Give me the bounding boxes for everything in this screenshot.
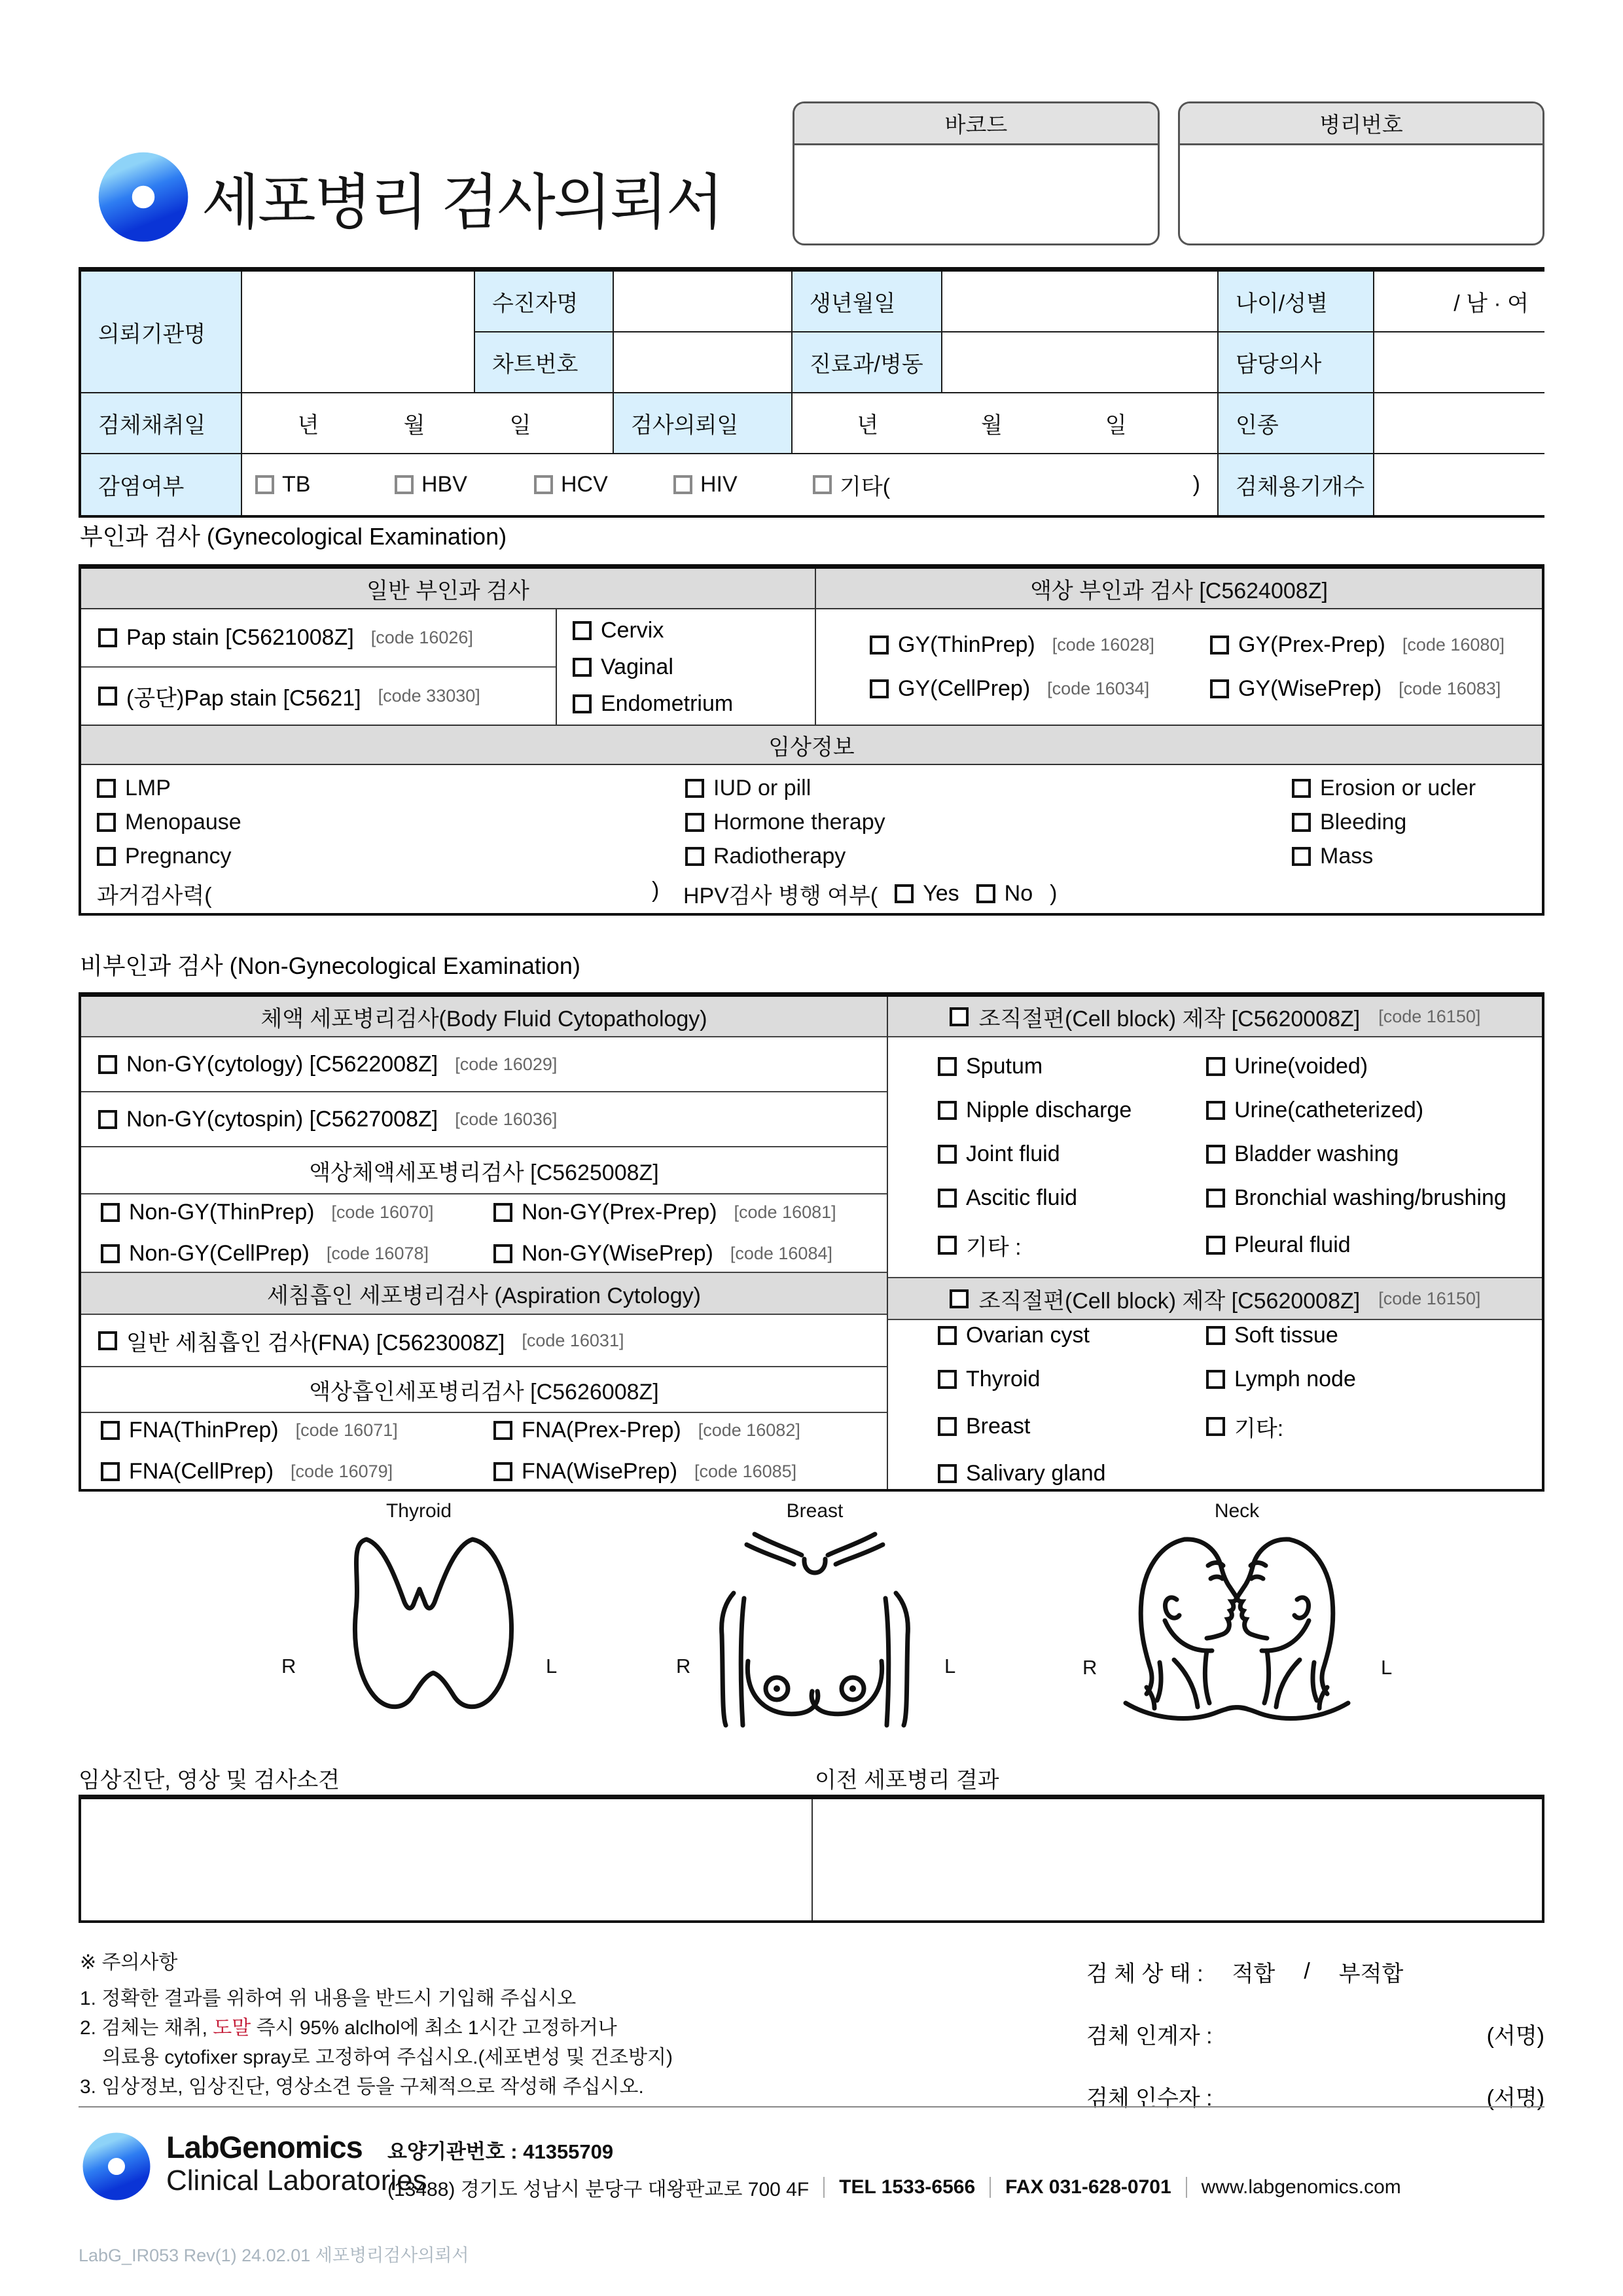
infection-option-hiv[interactable]: HIV (673, 472, 813, 497)
radiotherapy-item[interactable]: Radiotherapy (685, 844, 846, 869)
fna-cellprep-checkbox[interactable] (101, 1462, 120, 1481)
label-collection-date: 검체채취일 (81, 393, 242, 454)
ovarian-cyst-item[interactable]: Ovarian cyst (938, 1323, 1206, 1348)
thyroid-item[interactable]: Thyroid (938, 1367, 1206, 1392)
bleeding-item[interactable]: Bleeding (1292, 810, 1406, 835)
cellblock-checkbox-2[interactable] (950, 1289, 969, 1308)
footer-contact-line (387, 2173, 1401, 2202)
fna-wiseprep-checkbox[interactable] (493, 1462, 512, 1481)
fna-prexprep-checkbox[interactable] (493, 1421, 512, 1440)
gyn-exam-table (79, 564, 1544, 916)
collection-date-field[interactable] (242, 393, 614, 454)
barcode-box (793, 101, 1160, 245)
fna-prexprep-item[interactable]: FNA(Prex-Prep) [code 16082] (493, 1418, 887, 1443)
label-infection: 감염여부 (81, 454, 242, 515)
brand-name: LabGenomics (166, 2130, 363, 2164)
thyroid-checkbox[interactable] (938, 1370, 957, 1389)
nongyn-left-column (81, 997, 888, 1489)
receiver-label: 검체 인수자 : (1086, 2086, 1213, 2111)
history-close: ) (652, 878, 660, 903)
container-count-field[interactable] (1374, 454, 1544, 515)
fna-checkbox[interactable] (98, 1331, 117, 1350)
nongy-cytospin-checkbox[interactable] (98, 1110, 117, 1129)
brand-subtitle: Clinical Laboratories (166, 2164, 427, 2197)
liquid-gyn-body (816, 609, 1542, 725)
urine-voided-checkbox[interactable] (1206, 1057, 1225, 1076)
race-field[interactable] (1374, 393, 1544, 454)
sputum-checkbox[interactable] (938, 1057, 957, 1076)
hpv-close: ) (1050, 881, 1058, 906)
gongdan-pap-stain-item[interactable]: (공단)Pap stain [C5621] [code 33030] (81, 666, 556, 725)
status-ok[interactable]: 적합 (1232, 1962, 1275, 1986)
site-cervix-item[interactable]: Cervix (573, 618, 816, 643)
patient-name-field[interactable] (614, 272, 793, 332)
thyroid-left-label: L (546, 1655, 558, 1677)
iud-item[interactable]: IUD or pill (685, 776, 811, 801)
clinical-findings-area[interactable] (81, 1799, 813, 1920)
unit-month: 월 (403, 413, 425, 438)
erosion-checkbox[interactable] (1292, 779, 1311, 798)
label-doctor: 담당의사 (1219, 332, 1374, 393)
urine-voided-item[interactable]: Urine(voided) (1206, 1054, 1542, 1079)
gy-cellprep-item[interactable]: GY(CellPrep) [code 16034] (870, 676, 1210, 702)
chart-no-field[interactable] (614, 332, 793, 393)
lymph-node-checkbox[interactable] (1206, 1370, 1225, 1389)
pap-stain-item[interactable]: Pap stain [C5621008Z] [code 16026] (81, 609, 556, 666)
caution-line-4: 3. 임상정보, 임상진단, 영상소견 등을 구체적으로 작성해 주십시오. (80, 2076, 644, 2098)
site-endometrium-item[interactable]: Endometrium (573, 691, 816, 717)
footer-tel: TEL 1533-6566 (839, 2176, 976, 2198)
patient-info-table (79, 267, 1544, 518)
thyroid-illustration[interactable] (275, 1525, 563, 1728)
hpv-no-item[interactable]: No (976, 881, 1033, 906)
breast-left-label: L (944, 1655, 956, 1677)
salivary-gland-item[interactable]: Salivary gland (938, 1461, 1206, 1486)
etc-close-paren: ) (1192, 472, 1200, 497)
unit-year: 년 (857, 413, 879, 438)
clinical-info-body (81, 765, 1542, 913)
hcv-checkbox[interactable] (534, 475, 553, 494)
gyn-section-title: 부인과 검사 (Gynecological Examination) (80, 523, 507, 550)
infection-option-tb[interactable]: TB (255, 472, 395, 497)
infection-option-etc[interactable]: 기타( (813, 469, 890, 501)
vaginal-checkbox[interactable] (573, 658, 592, 677)
hpv-row (683, 878, 1057, 910)
nongy-cytology-item[interactable]: Non-GY(cytology) [C5622008Z] [code 16029] (81, 1037, 887, 1092)
clinical-findings-label: 임상진단, 영상 및 검사소견 (79, 1768, 340, 1793)
cellblock-checkbox-1[interactable] (950, 1007, 969, 1026)
footer-address: (13488) 경기도 성남시 분당구 대왕판교로 700 4F (387, 2179, 810, 2200)
org-number: 요양기관번호 : 41355709 (387, 2140, 614, 2163)
nipple-discharge-checkbox[interactable] (938, 1101, 957, 1120)
breast-checkbox[interactable] (938, 1417, 957, 1436)
bronchial-washing-item[interactable]: Bronchial washing/brushing (1206, 1185, 1542, 1211)
birth-date-field[interactable] (942, 272, 1219, 332)
unit-day: 일 (1105, 413, 1127, 438)
mass-checkbox[interactable] (1292, 847, 1311, 866)
handover-label: 검체 인계자 : (1086, 2024, 1213, 2049)
fna-item[interactable]: 일반 세침흡인 검사(FNA) [C5623008Z] [code 16031] (81, 1315, 887, 1367)
gy-thinprep-item[interactable]: GY(ThinPrep) [code 16028] (870, 632, 1210, 658)
erosion-item[interactable]: Erosion or ucler (1292, 776, 1476, 801)
neck-left-label: L (1381, 1656, 1393, 1679)
neck-diagram (1079, 1500, 1395, 1728)
soft-tissue-checkbox[interactable] (1206, 1326, 1225, 1345)
pregnancy-item[interactable]: Pregnancy (97, 844, 232, 869)
liquid-body-fluid-grid (81, 1194, 887, 1273)
hiv-checkbox[interactable] (673, 475, 692, 494)
findings-boxes (79, 1795, 1544, 1923)
pleural-fluid-checkbox[interactable] (1206, 1236, 1225, 1255)
sputum-item[interactable]: Sputum (938, 1054, 1206, 1079)
joint-fluid-checkbox[interactable] (938, 1145, 957, 1164)
nongy-prexprep-checkbox[interactable] (493, 1203, 512, 1222)
etc-checkbox[interactable] (813, 475, 832, 494)
doctor-field[interactable] (1374, 332, 1544, 393)
body-fluid-site-list (888, 1037, 1542, 1278)
ovarian-cyst-checkbox[interactable] (938, 1326, 957, 1345)
lmp-item[interactable]: LMP (97, 776, 171, 801)
hpv-label: HPV검사 병행 여부( (683, 884, 878, 908)
gongdan-pap-checkbox[interactable] (98, 687, 117, 706)
nongy-cytology-checkbox[interactable] (98, 1055, 117, 1074)
label-chart-no: 차트번호 (475, 332, 614, 393)
bronchial-washing-checkbox[interactable] (1206, 1189, 1225, 1208)
nongy-thinprep-item[interactable]: Non-GY(ThinPrep) [code 16070] (101, 1200, 493, 1225)
general-gyn-body (81, 609, 816, 725)
infection-option-hbv[interactable]: HBV (395, 472, 534, 497)
nongy-cellprep-item[interactable]: Non-GY(CellPrep) [code 16078] (101, 1241, 493, 1266)
body-fluid-header: 체액 세포병리검사(Body Fluid Cytopathology) (81, 997, 887, 1037)
status-bad[interactable]: 부적합 (1338, 1962, 1404, 1986)
neck-illustration[interactable] (1079, 1525, 1395, 1728)
age-sex-field[interactable]: / 남 · 여 (1374, 272, 1544, 332)
urine-catheterized-checkbox[interactable] (1206, 1101, 1225, 1120)
previous-result-label: 이전 세포병리 결과 (815, 1768, 999, 1793)
status-slash: / (1304, 1959, 1310, 1984)
breast-illustration[interactable] (671, 1525, 959, 1728)
etc-fluid-checkbox[interactable] (938, 1236, 957, 1255)
hormone-checkbox[interactable] (685, 813, 704, 832)
nongy-prexprep-item[interactable]: Non-GY(Prex-Prep) [code 16081] (493, 1200, 887, 1225)
pap-stain-column (81, 609, 557, 725)
unit-day: 일 (509, 413, 531, 438)
pathology-number-box (1178, 101, 1544, 245)
gy-wiseprep-item[interactable]: GY(WisePrep) [code 16083] (1210, 676, 1542, 702)
nongy-wiseprep-checkbox[interactable] (493, 1244, 512, 1263)
pregnancy-checkbox[interactable] (97, 847, 116, 866)
cautions-title: ※ 주의사항 (80, 1952, 178, 1973)
nipple-discharge-item[interactable]: Nipple discharge (938, 1098, 1206, 1123)
gy-thinprep-checkbox[interactable] (870, 636, 889, 655)
ascitic-fluid-item[interactable]: Ascitic fluid (938, 1185, 1206, 1211)
label-request-date: 검사의뢰일 (614, 393, 793, 454)
aspiration-header: 세침흡인 세포병리검사 (Aspiration Cytology) (81, 1273, 887, 1315)
radiotherapy-checkbox[interactable] (685, 847, 704, 866)
site-vaginal-item[interactable]: Vaginal (573, 655, 816, 680)
liquid-aspiration-grid (81, 1413, 887, 1489)
infection-options (242, 454, 1219, 515)
liquid-aspiration-header: 액상흡인세포병리검사 [C5626008Z] (81, 1367, 887, 1413)
caution-line-2: 2. 검체는 채취, 도말 즉시 95% alclhol에 최소 1시간 고정하거나 (80, 2017, 617, 2039)
menopause-item[interactable]: Menopause (97, 810, 241, 835)
nongyn-section-title: 비부인과 검사 (Non-Gynecological Examination) (80, 952, 580, 979)
barcode-box-header: 바코드 (794, 103, 1158, 145)
etc-asp-item[interactable]: 기타: (1206, 1410, 1542, 1443)
etc-asp-checkbox[interactable] (1206, 1417, 1225, 1436)
breast-diagram (671, 1500, 959, 1728)
page-title: 세포병리 검사의뢰서 (202, 170, 722, 236)
breast-item[interactable]: Breast (938, 1410, 1206, 1443)
caution-line-3: 의료용 cytofixer spray로 고정하여 주십시오.(세포변성 및 건조방지) (102, 2047, 673, 2068)
pap-stain-checkbox[interactable] (98, 628, 117, 647)
aspiration-site-list (888, 1320, 1542, 1489)
hpv-no-checkbox[interactable] (976, 884, 995, 903)
bladder-washing-checkbox[interactable] (1206, 1145, 1225, 1164)
fna-thinprep-checkbox[interactable] (101, 1421, 120, 1440)
mass-item[interactable]: Mass (1292, 844, 1373, 869)
label-dept-ward: 진료과/병동 (793, 332, 942, 393)
cellblock-header-1: 조직절편(Cell block) 제작 [C5620008Z] [code 16150] (888, 997, 1542, 1037)
pathology-number-area[interactable] (1180, 145, 1543, 245)
label-birth-date: 생년월일 (793, 272, 942, 332)
breast-diagram-title: Breast (786, 1500, 844, 1522)
smear-highlight: 도말 (213, 2017, 251, 2039)
nongy-thinprep-checkbox[interactable] (101, 1203, 120, 1222)
hormone-item[interactable]: Hormone therapy (685, 810, 885, 835)
specimen-status-label: 검 체 상 태 : (1086, 1962, 1204, 1986)
label-age-sex: 나이/성별 (1219, 272, 1374, 332)
clinical-info-header: 임상정보 (81, 725, 1542, 765)
previous-result-area[interactable] (813, 1799, 1542, 1920)
separator (1186, 2177, 1187, 2198)
breast-right-label: R (676, 1655, 691, 1677)
liquid-body-fluid-header: 액상체액세포병리검사 [C5625008Z] (81, 1147, 887, 1194)
history-open: 과거검사력( (97, 884, 212, 908)
bleeding-checkbox[interactable] (1292, 813, 1311, 832)
unit-month: 월 (981, 413, 1003, 438)
thyroid-right-label: R (281, 1655, 296, 1677)
fna-cellprep-item[interactable]: FNA(CellPrep) [code 16079] (101, 1459, 493, 1484)
caution-line-1: 1. 정확한 결과를 위하여 위 내용을 반드시 기입해 주십시오 (80, 1988, 577, 2009)
unit-year: 년 (297, 413, 319, 438)
salivary-gland-checkbox[interactable] (938, 1464, 957, 1483)
footer-website[interactable]: www.labgenomics.com (1201, 2176, 1401, 2198)
endometrium-checkbox[interactable] (573, 694, 592, 713)
general-gyn-header: 일반 부인과 검사 (81, 569, 816, 609)
gy-prexprep-item[interactable]: GY(Prex-Prep) [code 16080] (1210, 632, 1542, 658)
liquid-gyn-header: 액상 부인과 검사 [C5624008Z] (816, 569, 1542, 609)
handover-sign: (서명) (1486, 2024, 1544, 2049)
brand-donut-icon (98, 152, 188, 242)
fna-wiseprep-item[interactable]: FNA(WisePrep) [code 16085] (493, 1459, 887, 1484)
menopause-checkbox[interactable] (97, 813, 116, 832)
thyroid-diagram (275, 1500, 563, 1728)
ascitic-fluid-checkbox[interactable] (938, 1189, 957, 1208)
tb-checkbox[interactable] (255, 475, 274, 494)
request-date-field[interactable] (793, 393, 1219, 454)
bladder-washing-item[interactable]: Bladder washing (1206, 1141, 1542, 1167)
nongyn-right-column (888, 997, 1542, 1489)
form-number: LabG_IR053 Rev(1) 24.02.01 세포병리검사의뢰서 (79, 2246, 469, 2265)
gy-wiseprep-checkbox[interactable] (1210, 679, 1229, 698)
label-requesting-org: 의뢰기관명 (81, 272, 242, 393)
cautions-block (80, 1948, 673, 2102)
label-race: 인종 (1219, 393, 1374, 454)
lymph-node-item[interactable]: Lymph node (1206, 1367, 1542, 1392)
separator (823, 2177, 825, 2198)
dept-ward-field[interactable] (942, 332, 1219, 393)
neck-right-label: R (1082, 1656, 1097, 1679)
gy-prexprep-checkbox[interactable] (1210, 636, 1229, 655)
hpv-yes-item[interactable]: Yes (895, 881, 959, 906)
label-container-count: 검체용기개수 (1219, 454, 1374, 515)
nongy-wiseprep-item[interactable]: Non-GY(WisePrep) [code 16084] (493, 1241, 887, 1266)
iud-checkbox[interactable] (685, 779, 704, 798)
nongy-cytospin-item[interactable]: Non-GY(cytospin) [C5627008Z] [code 16036] (81, 1092, 887, 1147)
footer-brand-donut-icon (82, 2132, 151, 2200)
hpv-yes-checkbox[interactable] (895, 884, 914, 903)
specimen-status-block (1086, 1956, 1544, 2112)
joint-fluid-item[interactable]: Joint fluid (938, 1141, 1206, 1167)
fna-thinprep-item[interactable]: FNA(ThinPrep) [code 16071] (101, 1418, 493, 1443)
cellblock-header-2: 조직절편(Cell block) 제작 [C5620008Z] [code 16150] (888, 1278, 1542, 1320)
pleural-fluid-item[interactable]: Pleural fluid (1206, 1229, 1542, 1261)
soft-tissue-item[interactable]: Soft tissue (1206, 1323, 1542, 1348)
receiver-sign: (서명) (1486, 2086, 1544, 2111)
barcode-area[interactable] (794, 145, 1158, 245)
cervix-checkbox[interactable] (573, 621, 592, 640)
neck-diagram-title: Neck (1214, 1500, 1260, 1522)
requesting-org-field[interactable] (242, 272, 475, 393)
nongyn-exam-table (79, 992, 1544, 1492)
thyroid-diagram-title: Thyroid (385, 1500, 452, 1522)
label-patient-name: 수진자명 (475, 272, 614, 332)
etc-fluid-item[interactable]: 기타 : (938, 1229, 1206, 1261)
pathology-box-header: 병리번호 (1180, 103, 1543, 145)
gy-cellprep-checkbox[interactable] (870, 679, 889, 698)
footer-fax: FAX 031-628-0701 (1005, 2176, 1171, 2198)
infection-option-hcv[interactable]: HCV (534, 472, 673, 497)
footer-divider (79, 2106, 1544, 2108)
urine-catheterized-item[interactable]: Urine(catheterized) (1206, 1098, 1542, 1123)
separator (990, 2177, 991, 2198)
hbv-checkbox[interactable] (395, 475, 414, 494)
nongy-cellprep-checkbox[interactable] (101, 1244, 120, 1263)
lmp-checkbox[interactable] (97, 779, 116, 798)
gyn-site-column (557, 609, 816, 725)
